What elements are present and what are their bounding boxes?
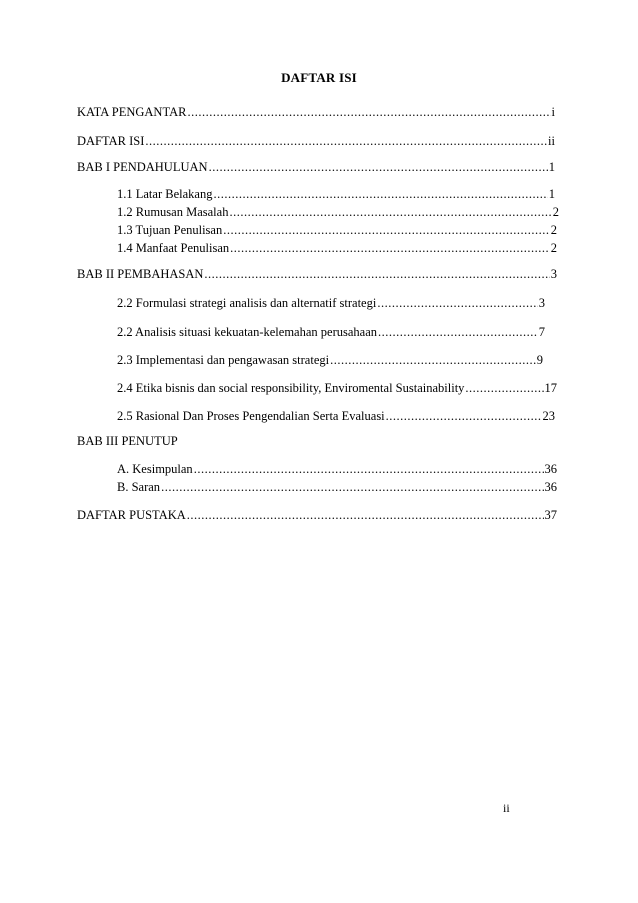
toc-entry-label: 1.4 Manfaat Penulisan (117, 241, 230, 255)
page-title: DAFTAR ISI (281, 70, 357, 85)
footer-page-number: ii (503, 801, 510, 815)
toc-entry-label: DAFTAR ISI (77, 134, 145, 148)
toc-entry-kesimpulan[interactable] (117, 461, 557, 477)
toc-entry-2-5[interactable] (117, 408, 555, 424)
toc-entry-label: 1.1 Latar Belakang (117, 187, 213, 201)
toc-entry-page: 1 (548, 160, 555, 174)
toc-entry-page: 2 (552, 205, 559, 219)
toc-entry-page: 2 (550, 223, 557, 237)
toc-entry-page: ii (548, 134, 555, 148)
toc-entry-page: 36 (544, 480, 557, 494)
toc-entry-1-1[interactable] (117, 186, 555, 202)
toc-entry-label: 2.2 Analisis situasi kekuatan-kelemahan perusahaan (117, 325, 377, 339)
toc-entry-2-2-formulasi[interactable] (117, 295, 545, 311)
toc-entry-bab-3[interactable]: BAB III PENUTUP (77, 434, 178, 448)
dot-leader (213, 186, 547, 202)
dot-leader (377, 295, 537, 311)
toc-entry-page: 23 (542, 409, 555, 423)
toc-entry-2-3[interactable] (117, 352, 543, 368)
dot-leader (194, 461, 544, 477)
toc-entry-kata-pengantar[interactable] (77, 104, 555, 120)
toc-entry-label: 1.2 Rumusan Masalah (117, 205, 229, 219)
toc-entry-2-2-analisis[interactable] (117, 324, 545, 340)
toc-entry-bab-1[interactable] (77, 159, 555, 175)
dot-leader (209, 159, 548, 175)
toc-entry-page: 3 (550, 267, 557, 281)
toc-entry-label: B. Saran (117, 480, 161, 494)
dot-leader (187, 104, 550, 120)
toc-entry-label: DAFTAR PUSTAKA (77, 508, 186, 522)
toc-entry-page: i (551, 105, 555, 119)
dot-leader (465, 380, 543, 396)
toc-entry-label: 1.3 Tujuan Penulisan (117, 223, 223, 237)
toc-entry-page: 17 (544, 381, 557, 395)
toc-entry-label: 2.5 Rasional Dan Proses Pengendalian Serta Evaluasi (117, 409, 385, 423)
toc-entry-label: 2.3 Implementasi dan pengawasan strategi (117, 353, 330, 367)
toc-entry-label: 2.4 Etika bisnis dan social responsibility, Enviromental Sustainability (117, 381, 465, 395)
toc-entry-page: 1 (548, 187, 555, 201)
toc-entry-1-3[interactable] (117, 222, 557, 238)
toc-entry-daftar-pustaka[interactable] (77, 507, 557, 523)
toc-entry-daftar-isi[interactable] (77, 133, 555, 149)
toc-entry-label: 2.2 Formulasi strategi analisis dan alternatif strategi (117, 296, 377, 310)
dot-leader (223, 222, 550, 238)
toc-entry-page: 2 (550, 241, 557, 255)
dot-leader (161, 479, 543, 495)
dot-leader (386, 408, 542, 424)
toc-entry-page: 36 (544, 462, 557, 476)
toc-entry-saran[interactable] (117, 479, 557, 495)
toc-entry-1-4[interactable] (117, 240, 557, 256)
dot-leader (229, 204, 551, 220)
toc-entry-bab-2[interactable] (77, 266, 557, 282)
toc-entry-label: KATA PENGANTAR (77, 105, 187, 119)
toc-entry-label: BAB II PEMBAHASAN (77, 267, 204, 281)
dot-leader (145, 133, 547, 149)
dot-leader (378, 324, 538, 340)
toc-entry-page: 7 (538, 325, 545, 339)
toc-entry-page: 37 (544, 508, 557, 522)
toc-entry-label: A. Kesimpulan (117, 462, 193, 476)
toc-entry-2-4[interactable] (117, 380, 557, 396)
toc-entry-page: 9 (536, 353, 543, 367)
dot-leader (330, 352, 536, 368)
toc-entry-1-2[interactable] (117, 204, 559, 220)
dot-leader (187, 507, 544, 523)
toc-entry-label: BAB I PENDAHULUAN (77, 160, 208, 174)
dot-leader (204, 266, 549, 282)
dot-leader (230, 240, 550, 256)
toc-entry-page: 3 (538, 296, 545, 310)
